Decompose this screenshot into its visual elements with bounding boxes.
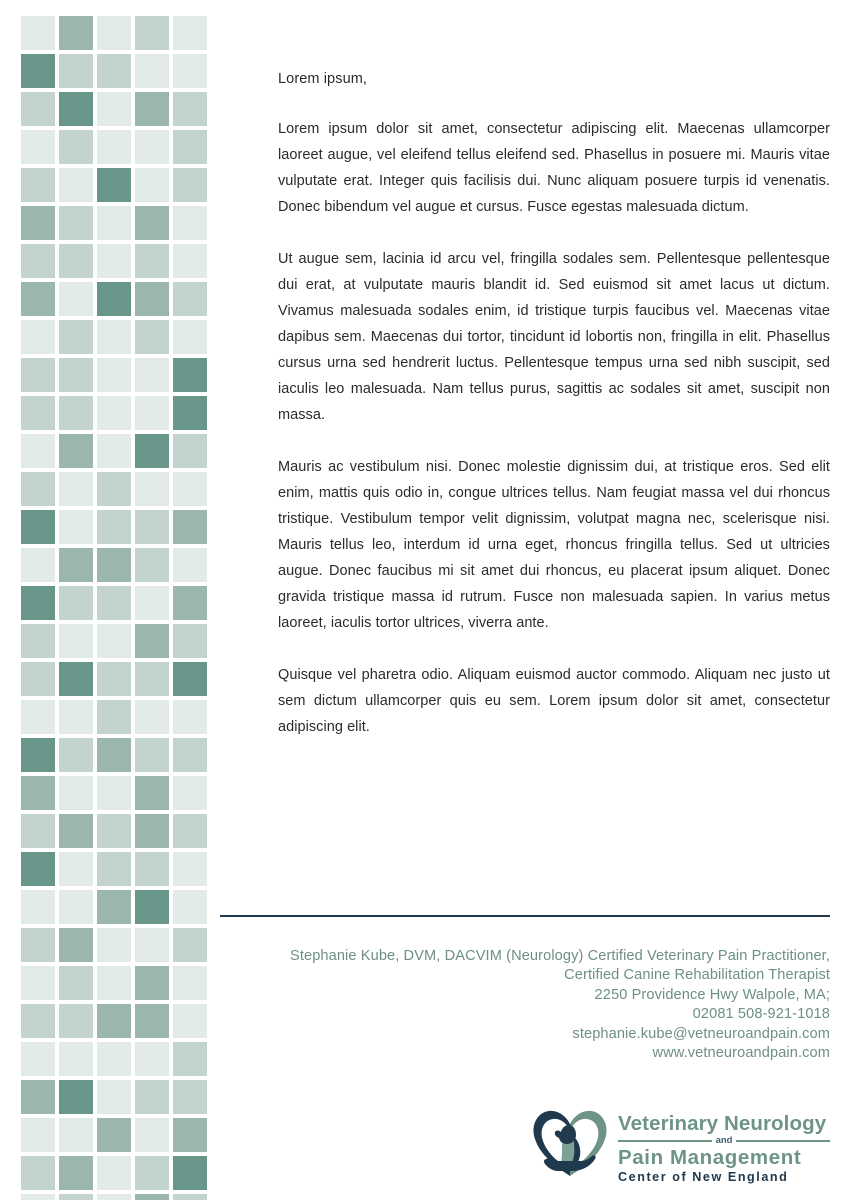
mosaic-tile bbox=[97, 548, 131, 582]
logo-connector-and: and bbox=[715, 1135, 733, 1146]
mosaic-tile bbox=[173, 586, 207, 620]
mosaic-tile bbox=[173, 472, 207, 506]
mosaic-tile bbox=[21, 586, 55, 620]
footer-contact-block bbox=[240, 947, 830, 1063]
mosaic-tile bbox=[135, 320, 169, 354]
mosaic-tile bbox=[59, 1156, 93, 1190]
mosaic-tile bbox=[59, 168, 93, 202]
mosaic-tile bbox=[59, 700, 93, 734]
mosaic-tile bbox=[97, 244, 131, 278]
mosaic-tile bbox=[135, 130, 169, 164]
mosaic-tile bbox=[97, 358, 131, 392]
mosaic-tile bbox=[135, 168, 169, 202]
mosaic-tile bbox=[21, 434, 55, 468]
mosaic-tile bbox=[135, 282, 169, 316]
mosaic-tile bbox=[59, 472, 93, 506]
mosaic-tile bbox=[173, 776, 207, 810]
mosaic-tile bbox=[173, 244, 207, 278]
contact-address: 2250 Providence Hwy Walpole, MA; bbox=[594, 986, 830, 1003]
paragraph: Mauris ac vestibulum nisi. Donec molestie dignissim dui, at tristique eros. Sed elit enim, mattis quis odio in, congue ultrices tellus. Nam feugiat massa vel dui rhoncus tristique. Vestibulum tempor velit dignissim, volutpat magna nec, scelerisque nisi. Mauris tellus leo, interdum id urna eget, rhoncus fringilla tellus. Sed ut ultricies augue. Donec faucibus mi sit amet dui rhoncus, eu placerat ipsum aliquet. Donec gravida tristique massa id rutrum. Fusce non malesuada sapien. In varius metus laoreet, iaculis tortor ultrices, viverra ante. bbox=[278, 459, 830, 631]
mosaic-tile bbox=[135, 244, 169, 278]
mosaic-tile bbox=[173, 1118, 207, 1152]
mosaic-tile bbox=[21, 814, 55, 848]
mosaic-tile bbox=[173, 1156, 207, 1190]
mosaic-tile bbox=[21, 1042, 55, 1076]
mosaic-tile bbox=[97, 966, 131, 1000]
mosaic-tile bbox=[97, 510, 131, 544]
mosaic-tile bbox=[173, 662, 207, 696]
mosaic-tile bbox=[21, 282, 55, 316]
mosaic-tile bbox=[173, 1080, 207, 1114]
mosaic-tile bbox=[97, 814, 131, 848]
mosaic-tile bbox=[59, 510, 93, 544]
mosaic-tile bbox=[21, 54, 55, 88]
mosaic-tile bbox=[59, 16, 93, 50]
mosaic-tile bbox=[21, 510, 55, 544]
mosaic-tile bbox=[173, 700, 207, 734]
mosaic-tile bbox=[173, 928, 207, 962]
mosaic-tile bbox=[97, 1004, 131, 1038]
mosaic-tile bbox=[59, 358, 93, 392]
contact-website[interactable]: www.vetneuroandpain.com bbox=[652, 1045, 830, 1062]
footer-divider bbox=[220, 915, 830, 917]
mosaic-tile bbox=[59, 206, 93, 240]
mosaic-tile bbox=[21, 852, 55, 886]
mosaic-tile bbox=[97, 54, 131, 88]
mosaic-tile bbox=[59, 130, 93, 164]
mosaic-tile bbox=[173, 510, 207, 544]
mosaic-tile bbox=[21, 396, 55, 430]
mosaic-tile bbox=[97, 1118, 131, 1152]
mosaic-tile bbox=[135, 776, 169, 810]
paragraph: Ut augue sem, lacinia id arcu vel, fringilla sodales sem. Pellentesque pellentesque dui erat, at vulputate mauris blandit id. Sed euismod sit amet lacus ut dictum. Vivamus malesuada sodales enim, id tristique turpis faucibus vel. Maecenas vitae dapibus sem. Maecenas dui tortor, tincidunt id lobortis non, fringilla in elit. Phasellus cursus urna sed hendrerit luctus. Pellentesque tempus urna sed nibh suscipit, sed iaculis leo malesuada. Nam tellus purus, sagittis ac sodales sit amet, suscipit non massa. bbox=[278, 251, 830, 423]
mosaic-tile bbox=[173, 624, 207, 658]
mosaic-tile bbox=[135, 624, 169, 658]
mosaic-tile bbox=[59, 1194, 93, 1200]
mosaic-tile bbox=[173, 548, 207, 582]
mosaic-tile bbox=[21, 1004, 55, 1038]
mosaic-tile bbox=[135, 54, 169, 88]
logo-wordmark bbox=[618, 1103, 830, 1184]
logo-and-separator bbox=[618, 1136, 830, 1146]
mosaic-tile bbox=[97, 738, 131, 772]
mosaic-tile bbox=[97, 928, 131, 962]
mosaic-tile bbox=[21, 92, 55, 126]
logo-line-center-of-new-england: Center of New England bbox=[618, 1170, 789, 1184]
mosaic-tile bbox=[173, 1194, 207, 1200]
mosaic-tile bbox=[173, 434, 207, 468]
mosaic-tile bbox=[135, 852, 169, 886]
paragraph: Quisque vel pharetra odio. Aliquam euismod auctor commodo. Aliquam nec justo ut sem dictum ullamcorper quis eu sem. Lorem ipsum dolor sit amet, consectetur adipiscing elit. bbox=[278, 667, 830, 735]
mosaic-tile bbox=[97, 662, 131, 696]
mosaic-tile bbox=[21, 662, 55, 696]
mosaic-tile bbox=[173, 1042, 207, 1076]
contact-zip-phone: 02081 508-921-1018 bbox=[692, 1006, 830, 1023]
mosaic-tile bbox=[97, 852, 131, 886]
mosaic-tile bbox=[97, 1156, 131, 1190]
mosaic-tile bbox=[21, 890, 55, 924]
mosaic-tile bbox=[135, 206, 169, 240]
mosaic-tile bbox=[97, 396, 131, 430]
company-logo bbox=[528, 1098, 830, 1186]
mosaic-tile bbox=[97, 434, 131, 468]
mosaic-tile bbox=[59, 662, 93, 696]
mosaic-tile bbox=[97, 890, 131, 924]
mosaic-tile bbox=[135, 662, 169, 696]
mosaic-tile bbox=[97, 130, 131, 164]
mosaic-tile bbox=[173, 54, 207, 88]
mosaic-tile bbox=[135, 1118, 169, 1152]
salutation: Lorem ipsum, bbox=[278, 71, 368, 87]
mosaic-tile bbox=[21, 358, 55, 392]
mosaic-tile bbox=[97, 624, 131, 658]
mosaic-tile bbox=[21, 130, 55, 164]
mosaic-tile bbox=[135, 358, 169, 392]
mosaic-tile bbox=[97, 282, 131, 316]
paragraph: Lorem ipsum dolor sit amet, consectetur adipiscing elit. Maecenas ullamcorper laoreet augue, vel eleifend tellus eleifend sed. Phasellus in posuere mi. Mauris vitae vulputate erat. Integer quis facilisis dui. Nunc aliquam posuere turpis id venenatis. Donec bibendum vel augue et cursus. Fusce egestas malesuada dictum. bbox=[278, 121, 830, 215]
mosaic-tile bbox=[135, 1080, 169, 1114]
mosaic-tile bbox=[173, 358, 207, 392]
mosaic-tile bbox=[21, 472, 55, 506]
mosaic-tile bbox=[173, 738, 207, 772]
mosaic-tile bbox=[173, 814, 207, 848]
mosaic-tile bbox=[173, 396, 207, 430]
mosaic-tile bbox=[135, 1194, 169, 1200]
mosaic-tile bbox=[135, 472, 169, 506]
mosaic-tile bbox=[173, 16, 207, 50]
mosaic-tile bbox=[97, 586, 131, 620]
logo-rule-right bbox=[736, 1140, 830, 1142]
mosaic-tile bbox=[173, 1004, 207, 1038]
mosaic-tile bbox=[59, 1004, 93, 1038]
mosaic-tile bbox=[59, 928, 93, 962]
mosaic-tile bbox=[97, 16, 131, 50]
mosaic-tile bbox=[59, 966, 93, 1000]
mosaic-tile bbox=[97, 168, 131, 202]
mosaic-tile bbox=[173, 168, 207, 202]
mosaic-tile bbox=[21, 966, 55, 1000]
mosaic-tile bbox=[59, 586, 93, 620]
mosaic-tile bbox=[135, 700, 169, 734]
logo-line-pain-management: Pain Management bbox=[618, 1146, 802, 1169]
mosaic-tile bbox=[135, 1004, 169, 1038]
mosaic-tile bbox=[59, 1080, 93, 1114]
mosaic-tile bbox=[173, 320, 207, 354]
mosaic-tile bbox=[21, 16, 55, 50]
mosaic-tile bbox=[21, 548, 55, 582]
mosaic-tile bbox=[59, 1042, 93, 1076]
letter-body bbox=[278, 116, 830, 740]
mosaic-tile bbox=[173, 852, 207, 886]
mosaic-tile bbox=[97, 320, 131, 354]
mosaic-tile bbox=[21, 1156, 55, 1190]
mosaic-tile bbox=[173, 282, 207, 316]
mosaic-tile bbox=[21, 244, 55, 278]
mosaic-tile bbox=[97, 1080, 131, 1114]
mosaic-tile bbox=[173, 206, 207, 240]
mosaic-tile bbox=[135, 434, 169, 468]
mosaic-tile bbox=[59, 54, 93, 88]
mosaic-tile bbox=[97, 92, 131, 126]
mosaic-tile bbox=[59, 320, 93, 354]
contact-email[interactable]: stephanie.kube@vetneuroandpain.com bbox=[572, 1025, 830, 1042]
mosaic-tile bbox=[59, 890, 93, 924]
mosaic-tile bbox=[135, 548, 169, 582]
mosaic-tile bbox=[135, 92, 169, 126]
mosaic-tile bbox=[135, 814, 169, 848]
mosaic-tile bbox=[21, 320, 55, 354]
mosaic-tile bbox=[59, 548, 93, 582]
mosaic-tile bbox=[97, 1042, 131, 1076]
logo-line-veterinary-neurology: Veterinary Neurology bbox=[618, 1112, 827, 1135]
mosaic-tile bbox=[173, 92, 207, 126]
mosaic-tile bbox=[135, 1042, 169, 1076]
decorative-mosaic-pattern bbox=[0, 0, 210, 1200]
mosaic-tile bbox=[59, 282, 93, 316]
mosaic-tile bbox=[97, 776, 131, 810]
mosaic-tile bbox=[21, 1080, 55, 1114]
mosaic-tile bbox=[173, 966, 207, 1000]
mosaic-tile bbox=[97, 1194, 131, 1200]
mosaic-tile bbox=[21, 738, 55, 772]
mosaic-tile bbox=[59, 852, 93, 886]
mosaic-tile bbox=[135, 1156, 169, 1190]
mosaic-tile bbox=[21, 1194, 55, 1200]
mosaic-tile bbox=[135, 890, 169, 924]
mosaic-tile bbox=[21, 168, 55, 202]
mosaic-tile bbox=[135, 16, 169, 50]
mosaic-tile bbox=[21, 206, 55, 240]
mosaic-tile bbox=[135, 966, 169, 1000]
mosaic-tile bbox=[21, 1118, 55, 1152]
mosaic-tile bbox=[59, 244, 93, 278]
mosaic-tile bbox=[59, 1118, 93, 1152]
mosaic-tile bbox=[97, 472, 131, 506]
mosaic-tile bbox=[59, 776, 93, 810]
mosaic-tile bbox=[21, 624, 55, 658]
mosaic-tile bbox=[173, 130, 207, 164]
mosaic-tile bbox=[59, 624, 93, 658]
mosaic-tile bbox=[59, 396, 93, 430]
mosaic-tile bbox=[135, 738, 169, 772]
mosaic-tile bbox=[173, 890, 207, 924]
mosaic-tile bbox=[21, 776, 55, 810]
mosaic-tile bbox=[21, 700, 55, 734]
mosaic-tile bbox=[21, 928, 55, 962]
contact-name-credentials: Stephanie Kube, DVM, DACVIM (Neurology) Certified Veterinary Pain Practitioner, Certified Canine Rehabilitation Therapist bbox=[289, 948, 830, 984]
mosaic-tile bbox=[59, 738, 93, 772]
logo-rule-left bbox=[618, 1140, 712, 1142]
mosaic-tile bbox=[59, 814, 93, 848]
mosaic-tile bbox=[97, 206, 131, 240]
mosaic-tile bbox=[135, 586, 169, 620]
mosaic-tile bbox=[135, 396, 169, 430]
mosaic-tile bbox=[59, 434, 93, 468]
mosaic-tile bbox=[97, 700, 131, 734]
mosaic-tile bbox=[135, 510, 169, 544]
heart-dog-hand-logo-icon bbox=[528, 1103, 612, 1181]
mosaic-tile bbox=[135, 928, 169, 962]
mosaic-tile bbox=[59, 92, 93, 126]
